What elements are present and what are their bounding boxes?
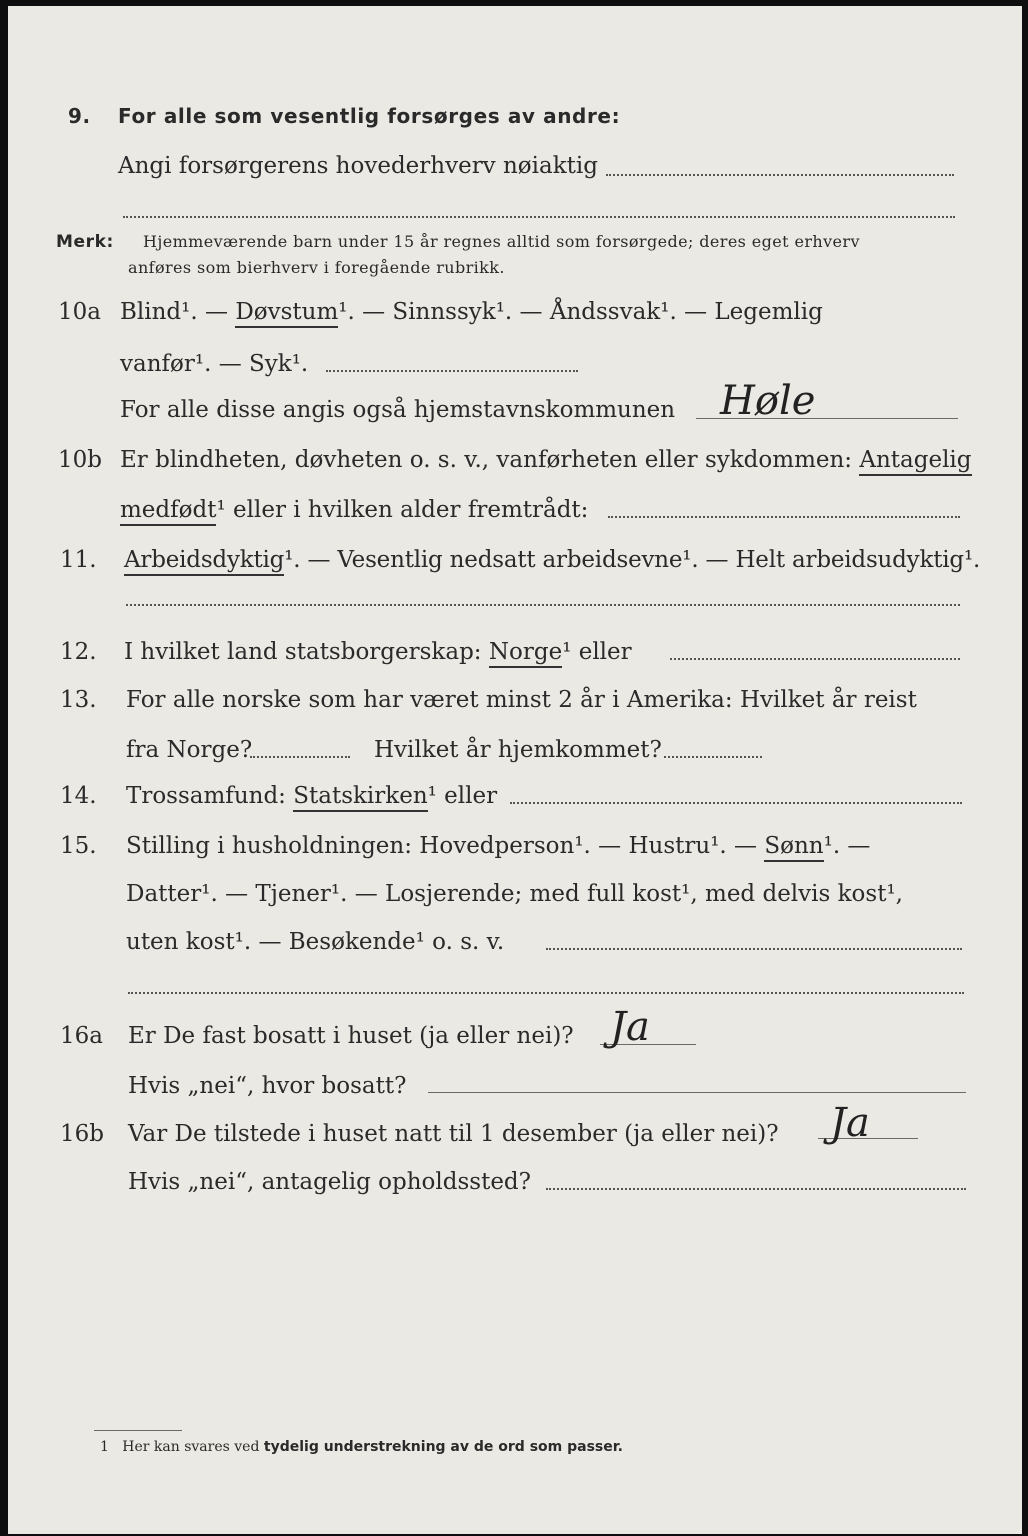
q10b-line2-rest: ¹ eller i hvilken alder fremtrådt: — [216, 497, 589, 523]
q14-line — [126, 782, 497, 810]
q14-text: Trossamfund: — [126, 783, 286, 809]
q13-reist-line[interactable] — [250, 756, 350, 758]
q15-line1-text: Stilling i husholdningen: Hovedperson¹. — Hustru¹. — — [126, 833, 758, 859]
merk-line1: Hjemmeværende barn under 15 år regnes alltid som forsørgede; deres eget erhverv — [143, 232, 860, 251]
q11-number: 11. — [60, 547, 97, 573]
q15-answer-line2[interactable] — [128, 992, 964, 994]
footnote-bold: tydelig understrekning av de ord som passer. — [263, 1439, 623, 1455]
q15-line3: uten kost¹. — Besøkende¹ o. s. v. — [126, 929, 505, 955]
q11-rest: ¹. — Vesentlig nedsatt arbeidsevne¹. — Helt arbeidsudyktig¹. — [284, 547, 981, 573]
q10b-line1 — [120, 446, 972, 474]
q16b-number: 16b — [60, 1121, 104, 1147]
merk-line2: anføres som bierhverv i foregående rubrikk. — [128, 258, 505, 277]
q12-answer-line[interactable] — [670, 658, 960, 660]
q12-norge-underlined: Norge — [489, 639, 562, 668]
q10a-rest: — Sinnssyk¹. — Åndssvak¹. — Legemlig — [354, 299, 823, 325]
q10a-line2: vanfør¹. — Syk¹. — [120, 351, 309, 377]
q16a-bosatt-line[interactable] — [428, 1092, 966, 1093]
footnote-rule — [94, 1430, 182, 1431]
q10a-dovstum-underlined: Døvstum — [235, 299, 338, 328]
q15-line1-end: ¹. — — [823, 833, 871, 859]
q11-answer-line[interactable] — [126, 604, 960, 606]
q11-line — [124, 546, 980, 574]
q16a-line2: Hvis „nei“, hvor bosatt? — [128, 1073, 407, 1099]
q10b-number: 10b — [58, 447, 102, 473]
q14-rest: ¹ eller — [427, 783, 498, 809]
q9-answer-line2[interactable] — [123, 216, 955, 218]
q14-statskirken-underlined: Statskirken — [293, 783, 427, 812]
q10b-medfodt-underlined: medfødt — [120, 497, 216, 526]
q12-rest: ¹ eller — [562, 639, 632, 665]
q10a-number: 10a — [58, 299, 101, 325]
q15-line2: Datter¹. — Tjener¹. — Losjerende; med full kost¹, med delvis kost¹, — [126, 881, 903, 907]
q10a-blind: Blind¹. — — [120, 299, 228, 325]
q10b-line2 — [120, 496, 588, 524]
footnote-text: Her kan svares ved — [122, 1439, 260, 1455]
q9-number: 9. — [68, 104, 91, 128]
q10a-handwritten-answer: Høle — [720, 378, 816, 424]
q12-text: I hvilket land statsborgerskap: — [124, 639, 482, 665]
footnote — [100, 1438, 623, 1456]
q11-arbeidsdyktig-underlined: Arbeidsdyktig — [124, 547, 284, 576]
q10a-line3: For alle disse angis også hjemstavnskommunen — [120, 397, 676, 423]
q12-line — [124, 638, 632, 666]
q16b-handwritten-answer: Ja — [830, 1100, 870, 1146]
q16b-opholdssted-line[interactable] — [546, 1188, 966, 1190]
q14-answer-line[interactable] — [510, 802, 962, 804]
q10a-dovstum-sup: ¹. — [338, 299, 355, 325]
q10b-line1-text: Er blindheten, døvheten o. s. v., vanførheten eller sykdommen: — [120, 447, 853, 473]
q9-line2: Angi forsørgerens hovederhverv nøiaktig — [118, 153, 598, 179]
q14-number: 14. — [60, 783, 97, 809]
q15-sonn-underlined: Sønn — [764, 833, 823, 862]
q9-line1: For alle som vesentlig forsørges av andre: — [118, 104, 621, 128]
census-form-page — [8, 6, 1022, 1534]
q10a-line1 — [120, 298, 823, 326]
q13-line1: For alle norske som har været minst 2 år i Amerika: Hvilket år reist — [126, 687, 917, 713]
q16a-line1: Er De fast bosatt i huset (ja eller nei)? — [128, 1023, 574, 1049]
q13-line2b: Hvilket år hjemkommet? — [374, 737, 662, 763]
q13-number: 13. — [60, 687, 97, 713]
q10a-syk-line[interactable] — [326, 370, 578, 372]
q16b-line1: Var De tilstede i huset natt til 1 desember (ja eller nei)? — [128, 1121, 779, 1147]
q16a-handwritten-answer: Ja — [610, 1004, 650, 1050]
merk-label: Merk: — [56, 232, 114, 252]
q16a-number: 16a — [60, 1023, 103, 1049]
q9-answer-line[interactable] — [606, 174, 954, 176]
q15-line1 — [126, 832, 870, 860]
q10b-answer-line[interactable] — [608, 516, 960, 518]
q15-answer-line[interactable] — [546, 948, 962, 950]
q10b-antagelig-underlined: Antagelig — [859, 447, 971, 476]
q12-number: 12. — [60, 639, 97, 665]
q13-hjemkommet-line[interactable] — [664, 756, 762, 758]
q15-number: 15. — [60, 833, 97, 859]
q16b-line2: Hvis „nei“, antagelig opholdssted? — [128, 1169, 531, 1195]
footnote-mark: 1 — [100, 1439, 109, 1455]
q13-line2a: fra Norge? — [126, 737, 253, 763]
